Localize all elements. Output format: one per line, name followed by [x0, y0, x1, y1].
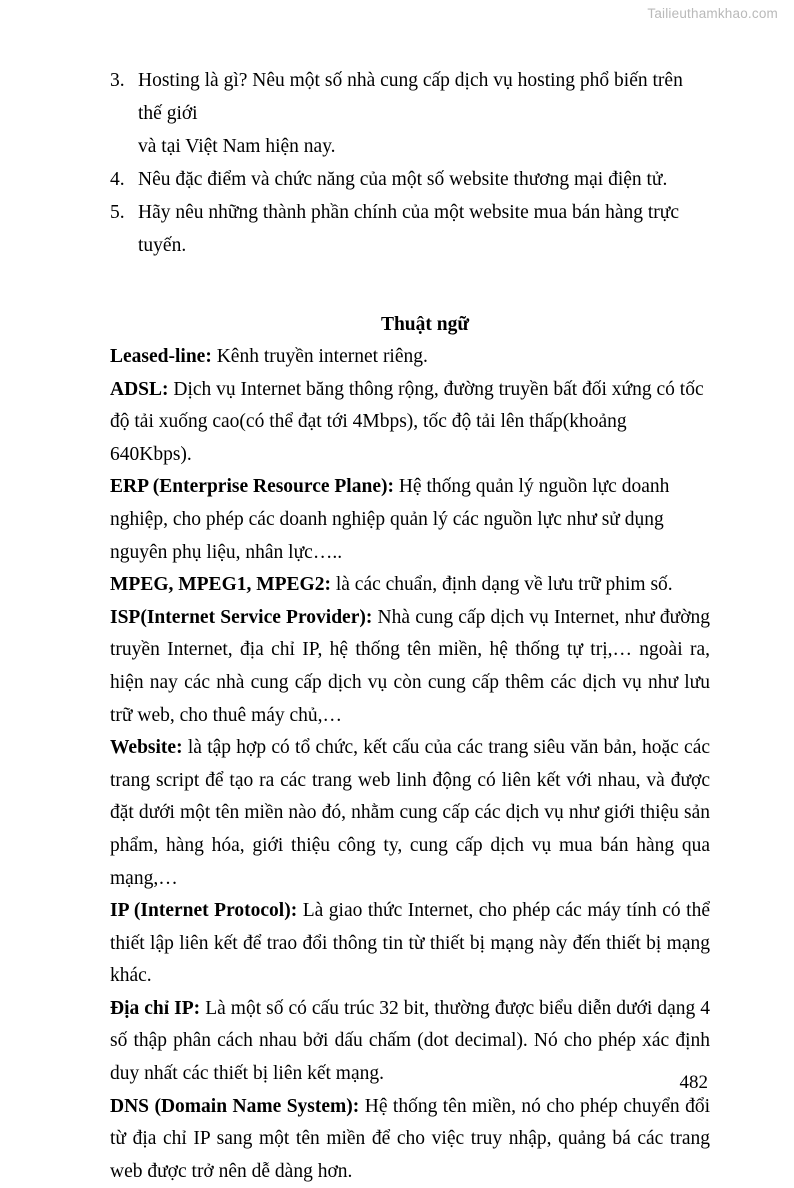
glossary-entry — [110, 993, 710, 1091]
question-number: 5. — [110, 202, 125, 223]
question-number: 3. — [110, 70, 125, 91]
glossary-definition: Dịch vụ Internet băng thông rộng, đường truyền bất đối xứng có tốc độ tải xuống cao(có thể đạt tới 4Mbps), tốc độ tải lên thấp(khoảng 640Kbps). — [110, 378, 704, 465]
glossary-term: DNS (Domain Name System): — [110, 1095, 360, 1117]
glossary-definition: Kênh truyền internet riêng. — [216, 346, 428, 367]
page-number: 482 — [679, 1072, 708, 1093]
glossary-term: Website: — [110, 737, 183, 759]
glossary-entry — [110, 602, 710, 732]
question-item — [110, 64, 710, 163]
glossary-entry — [110, 569, 710, 602]
glossary-term: ERP (Enterprise Resource Plane): — [110, 476, 394, 498]
glossary-definition: là các chuẩn, định dạng về lưu trữ phim số. — [335, 574, 673, 596]
section-heading: Thuật ngữ — [380, 314, 470, 335]
glossary-definition: Hệ thống tên miền, nó cho phép chuyển đổi từ địa chỉ IP sang một tên miền để cho việc truy nhập, quảng bá các trang web được trở nên dễ dàng hơn. — [110, 1095, 711, 1182]
question-text: Hãy nêu những thành phần chính của một website mua bán hàng trực tuyến. — [138, 202, 679, 256]
glossary-term: MPEG, MPEG1, MPEG2: — [110, 574, 331, 596]
question-item — [110, 196, 710, 262]
glossary-term: ISP(Internet Service Provider): — [110, 606, 373, 628]
glossary-entry — [110, 471, 710, 569]
glossary-list — [110, 341, 710, 1188]
question-item — [110, 163, 710, 196]
page-content — [110, 64, 710, 1188]
glossary-definition: Nhà cung cấp dịch vụ Internet, như đường truyền Internet, địa chỉ IP, hệ thống tên miền, hệ thống tự trị,… ngoài ra, hiện nay các nhà cung cấp dịch vụ còn cung cấp thêm các dịch vụ như lưu trữ web, cho thuê máy chủ,… — [110, 606, 711, 726]
glossary-entry — [110, 1091, 710, 1188]
glossary-term: Địa chỉ IP: — [110, 997, 201, 1019]
glossary-entry — [110, 732, 710, 895]
glossary-entry — [110, 895, 710, 993]
question-list — [110, 64, 710, 262]
glossary-definition: Là giao thức Internet, cho phép các máy tính có thể thiết lập liên kết để trao đổi thông tin từ thiết bị mạng này đến thiết bị mạng khác. — [110, 900, 710, 987]
question-text: Hosting là gì? Nêu một số nhà cung cấp dịch vụ hosting phổ biến trên thế giới — [138, 70, 683, 124]
question-number: 4. — [110, 169, 125, 190]
question-text: Nêu đặc điểm và chức năng của một số website thương mại điện tử. — [138, 169, 668, 190]
glossary-definition: Hệ thống quản lý nguồn lực doanh nghiệp, cho phép các doanh nghiệp quản lý các nguồn lực như sử dụng nguyên phụ liệu, nhân lực….. — [110, 476, 670, 563]
glossary-entry — [110, 341, 710, 374]
glossary-term: ADSL: — [110, 378, 169, 400]
heading-spacer — [110, 262, 710, 308]
watermark-text: Tailieuthamkhao.com — [647, 6, 778, 21]
glossary-definition: là tập hợp có tổ chức, kết cấu của các trang siêu văn bản, hoặc các trang script để tạo ra các trang web linh động có liên kết với nhau, và được đặt dưới một tên miền nào đó, nhằm cung cấp các dịch vụ như giới thiệu sản phẩm, hàng hóa, giới thiệu công ty, cung cấp dịch vụ mua bán hàng qua mạng,… — [110, 737, 711, 889]
glossary-entry — [110, 374, 710, 472]
glossary-term: IP (Internet Protocol): — [110, 900, 298, 922]
question-continuation: và tại Việt Nam hiện nay. — [138, 136, 336, 157]
glossary-definition: Là một số có cấu trúc 32 bit, thường được biểu diễn dưới dạng 4 số thập phân cách nhau bởi dấu chấm (dot decimal). Nó cho phép xác định duy nhất các thiết bị liên kết mạng. — [110, 997, 710, 1085]
glossary-term: Leased-line: — [110, 346, 212, 367]
